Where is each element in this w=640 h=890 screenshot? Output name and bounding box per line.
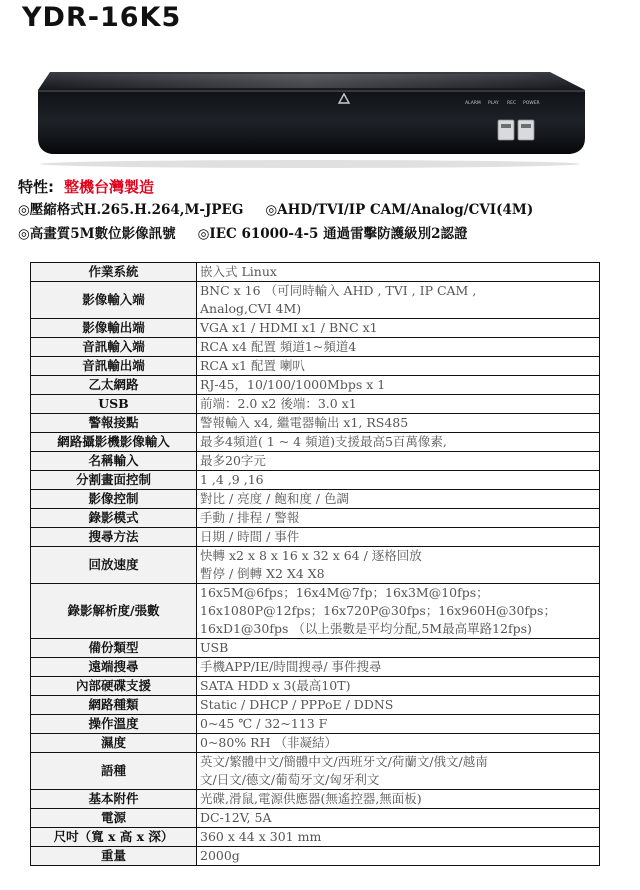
spec-value: RCA x4 配置 頻道1~頻道4 — [197, 338, 600, 357]
spec-label: 重量 — [31, 847, 197, 866]
spec-label: 內部硬碟支援 — [31, 677, 197, 696]
spec-value: 光碟,滑鼠,電源供應器(無遙控器,無面板) — [197, 790, 600, 809]
spec-value: 1 ,4 ,9 ,16 — [197, 471, 600, 490]
spec-value: 最多4頻道( 1 ~ 4 頻道)支援最高5百萬像素, — [197, 433, 600, 452]
spec-row — [31, 715, 600, 734]
spec-value: 手機APP/IE/時間搜尋/ 事件搜尋 — [197, 658, 600, 677]
spec-row — [31, 338, 600, 357]
spec-label: 操作溫度 — [31, 715, 197, 734]
spec-value: 0~80% RH （非凝結） — [197, 734, 600, 753]
spec-value: DC-12V, 5A — [197, 809, 600, 828]
spec-row — [31, 696, 600, 715]
spec-value: 2000g — [197, 847, 600, 866]
spec-row — [31, 414, 600, 433]
spec-label: 尺吋（寬 x 高 x 深） — [31, 828, 197, 847]
spec-value: RCA x1 配置 喇叭 — [197, 357, 600, 376]
spec-row — [31, 376, 600, 395]
spec-label: 警報接點 — [31, 414, 197, 433]
front-label-alarm: ALARM — [465, 101, 481, 106]
spec-value: 手動 / 排程 / 警報 — [197, 509, 600, 528]
spec-value: 16x5M@6fps；16x4M@7fp；16x3M@10fps； 16x1080P@12fps；16x720P@30fps；16x960H@30fps； 16xD1@30fps （以上張數是平均分配,5M最高單路12fps) — [197, 584, 600, 639]
spec-label: 音訊輸入端 — [31, 338, 197, 357]
spec-value: RJ-45，10/100/1000Mbps x 1 — [197, 376, 600, 395]
spec-row — [31, 847, 600, 866]
spec-row — [31, 528, 600, 547]
spec-row — [31, 319, 600, 338]
spec-row — [31, 395, 600, 414]
spec-label: 作業系統 — [31, 263, 197, 282]
spec-label: 網路種類 — [31, 696, 197, 715]
spec-row — [31, 639, 600, 658]
spec-label: 回放速度 — [31, 547, 197, 584]
spec-label: 影像輸入端 — [31, 282, 197, 319]
spec-value: 快轉 x2 x 8 x 16 x 32 x 64 / 逐格回放 暫停 / 倒轉 X2 X4 X8 — [197, 547, 600, 584]
spec-value: 0~45 ℃ / 32~113 F — [197, 715, 600, 734]
dvr-product-image — [30, 42, 590, 172]
feature-resolution: ◎高畫質5M數位影像訊號 — [18, 226, 176, 242]
spec-row — [31, 809, 600, 828]
spec-value: 英文/繁體中文/簡體中文/西班牙文/荷蘭文/俄文/越南 文/日文/德文/葡萄牙文/匈牙利文 — [197, 753, 600, 790]
made-in-taiwan: 整機台灣製造 — [64, 178, 155, 196]
spec-label: 電源 — [31, 809, 197, 828]
spec-row — [31, 490, 600, 509]
spec-row — [31, 677, 600, 696]
front-label-power: POWER — [523, 101, 540, 106]
spec-label: 遠端搜尋 — [31, 658, 197, 677]
features-title: 特性: — [18, 178, 54, 196]
spec-label: 錄影解析度/張數 — [31, 584, 197, 639]
spec-label: 基本附件 — [31, 790, 197, 809]
spec-row — [31, 509, 600, 528]
spec-value: BNC x 16 （可同時輸入 AHD , TVI , IP CAM , Analog,CVI 4M) — [197, 282, 600, 319]
spec-label: 備份類型 — [31, 639, 197, 658]
spec-row — [31, 734, 600, 753]
spec-value: 前端：2.0 x2 後端：3.0 x1 — [197, 395, 600, 414]
spec-row — [31, 452, 600, 471]
spec-value: 嵌入式 Linux — [197, 263, 600, 282]
spec-label: 名稱輸入 — [31, 452, 197, 471]
spec-label: 影像輸出端 — [31, 319, 197, 338]
spec-value: 最多20字元 — [197, 452, 600, 471]
spec-label: 濕度 — [31, 734, 197, 753]
spec-label: 錄影模式 — [31, 509, 197, 528]
spec-table — [30, 262, 600, 866]
front-label-play: PLAY — [488, 101, 499, 106]
spec-row — [31, 263, 600, 282]
spec-row — [31, 433, 600, 452]
feature-inputs: ◎AHD/TVI/IP CAM/Analog/CVI(4M) — [265, 202, 534, 218]
spec-label: 乙太網路 — [31, 376, 197, 395]
features-section — [18, 176, 628, 246]
feature-line — [18, 198, 628, 222]
spec-value: USB — [197, 639, 600, 658]
feature-line — [18, 222, 628, 246]
spec-value: SATA HDD x 3(最高10T) — [197, 677, 600, 696]
spec-row — [31, 547, 600, 584]
spec-row — [31, 357, 600, 376]
spec-row — [31, 828, 600, 847]
spec-value: VGA x1 / HDMI x1 / BNC x1 — [197, 319, 600, 338]
front-label-rec: REC — [507, 101, 517, 106]
spec-label: 音訊輸出端 — [31, 357, 197, 376]
spec-value: 360 x 44 x 301 mm — [197, 828, 600, 847]
spec-row — [31, 658, 600, 677]
feature-compression: ◎壓縮格式H.265.H.264,M-JPEG — [18, 202, 244, 218]
spec-label: 影像控制 — [31, 490, 197, 509]
spec-label: 語種 — [31, 753, 197, 790]
spec-label: 搜尋方法 — [31, 528, 197, 547]
spec-value: 日期 / 時間 / 事件 — [197, 528, 600, 547]
model-title: YDR-16K5 — [22, 2, 182, 33]
spec-label: USB — [31, 395, 197, 414]
spec-row — [31, 584, 600, 639]
spec-row — [31, 790, 600, 809]
feature-iec: ◎IEC 61000-4-5 通過雷擊防護級別2認證 — [197, 226, 468, 242]
spec-row — [31, 282, 600, 319]
spec-value: Static / DHCP / PPPoE / DDNS — [197, 696, 600, 715]
spec-label: 網路攝影機影像輸入 — [31, 433, 197, 452]
spec-row — [31, 753, 600, 790]
features-heading — [18, 176, 628, 198]
spec-value: 警報輸入 x4, 繼電器輸出 x1, RS485 — [197, 414, 600, 433]
spec-value: 對比 / 亮度 / 飽和度 / 色調 — [197, 490, 600, 509]
spec-label: 分割畫面控制 — [31, 471, 197, 490]
spec-row — [31, 471, 600, 490]
